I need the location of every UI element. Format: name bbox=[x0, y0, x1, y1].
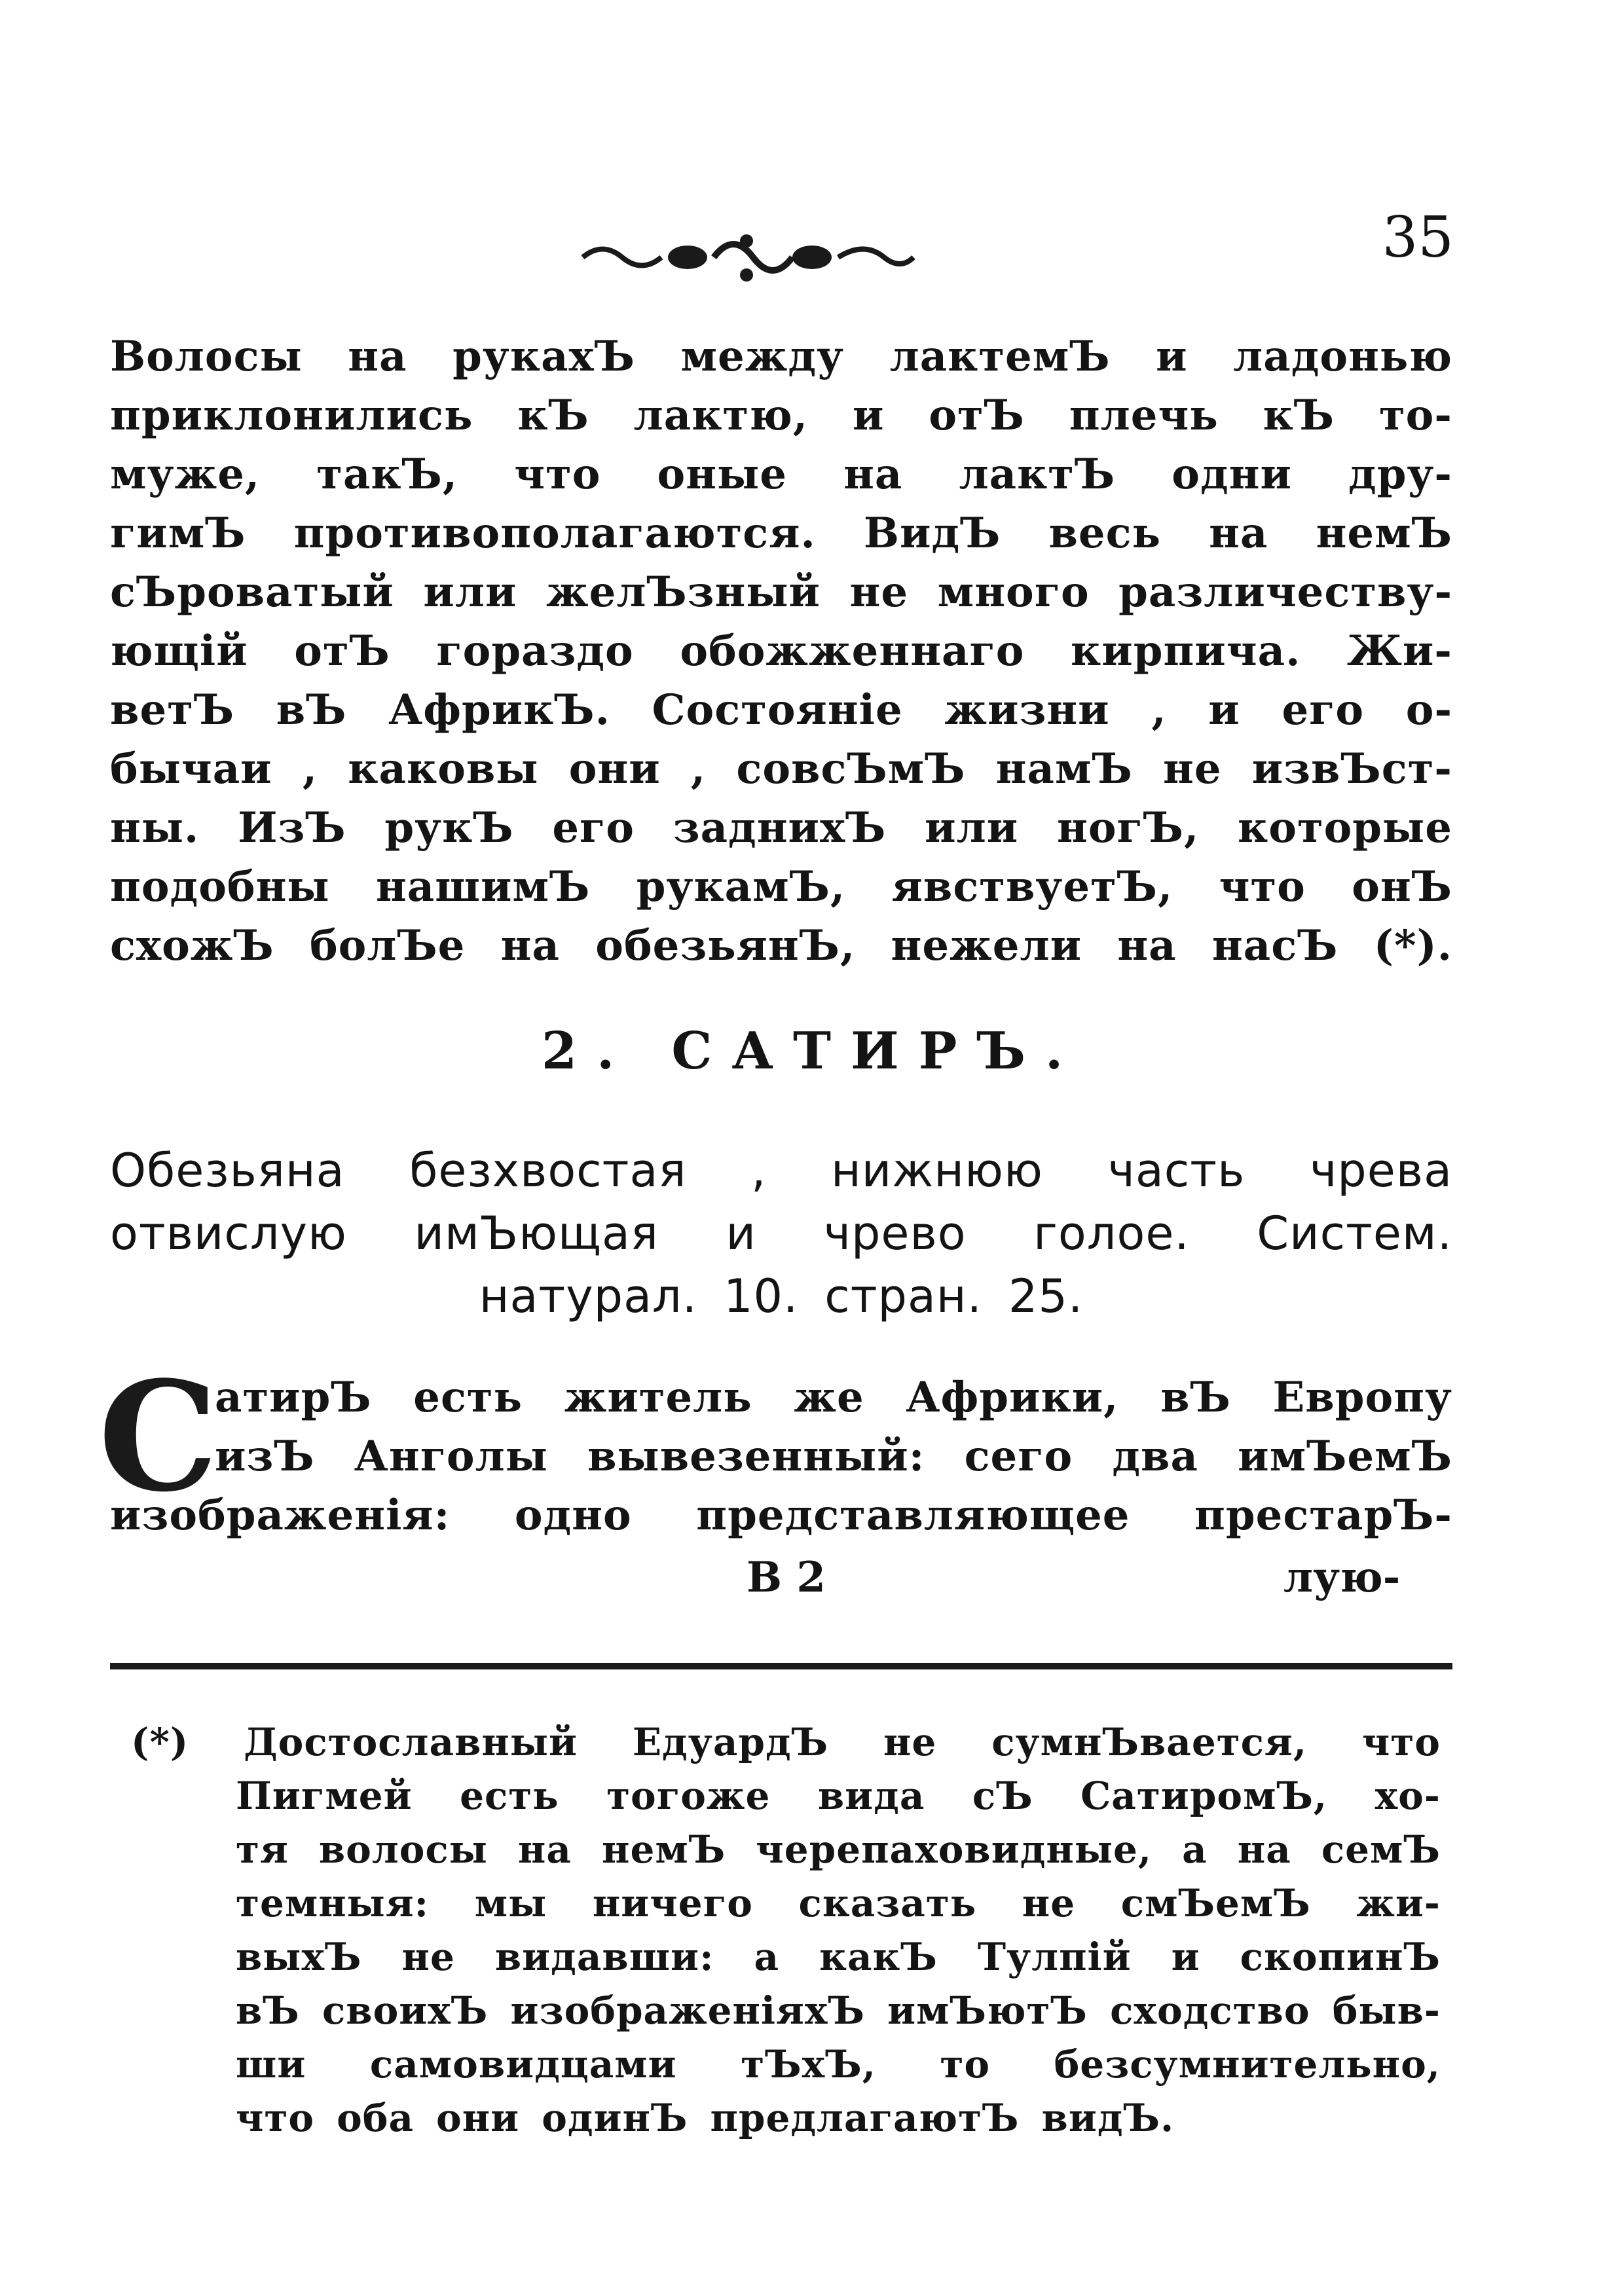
text-line: вЪ своихЪ изображеніяхЪ имЪютЪ сходство быв- bbox=[236, 1988, 1441, 2033]
paragraph-one bbox=[110, 327, 1452, 975]
section-heading bbox=[0, 1021, 1624, 1081]
text-line: темныя: мы ничего сказать не смЪемЪ жи- bbox=[236, 1881, 1441, 1925]
paragraph-two bbox=[110, 1368, 1452, 1545]
text-line: ши самовидцами тЪхЪ, то безсумнительно, bbox=[236, 2042, 1441, 2086]
text-line: бычаи , каковы они , совсЪмЪ намЪ не извЪст- bbox=[110, 744, 1452, 793]
text-line: (*) Достославный ЕдуардЪ не сумнЪвается, что bbox=[131, 1715, 1441, 1769]
text-line: муже, такЪ, что оные на лактЪ одни дру- bbox=[110, 450, 1452, 499]
catchword: лую- bbox=[1283, 1553, 1401, 1602]
text-line: подобны нашимЪ рукамЪ, явствуетЪ, что онЪ bbox=[110, 862, 1452, 911]
text-line: тя волосы на немЪ черепаховидные, а на семЪ bbox=[236, 1827, 1441, 1872]
text-line: сЪроватый или желЪзный не много различеству- bbox=[110, 568, 1452, 617]
text-line: схожЪ болЪе на обезьянЪ, нежели на насЪ (*). bbox=[110, 921, 1452, 970]
text-line: Обезьяна безхвостая , нижнюю часть чрева bbox=[110, 1144, 1452, 1197]
footnote-marker: (*) bbox=[131, 1720, 189, 1764]
text-line: Пигмей есть тогоже вида сЪ СатиромЪ, хо- bbox=[236, 1774, 1441, 1818]
text-line: ветЪ вЪ АфрикЪ. Состояніе жизни , и его о- bbox=[110, 685, 1452, 735]
drop-cap: С bbox=[98, 1349, 219, 1525]
text-line: Волосы на рукахЪ между лактемЪ и ладонью bbox=[110, 332, 1452, 381]
section-title: САТИРЪ. bbox=[671, 1021, 1083, 1081]
signature-mark: В 2 bbox=[747, 1553, 826, 1602]
text-line: отвислую имЪющая и чрево голое. Систем. bbox=[110, 1207, 1452, 1260]
text-line: ны. ИзЪ рукЪ его заднихЪ или ногЪ, которые bbox=[110, 803, 1452, 852]
text-line: атирЪ есть житель же Африки, вЪ Европу bbox=[215, 1373, 1452, 1422]
species-description bbox=[110, 1139, 1452, 1328]
text-line: ющій отЪ гораздо обожженнаго кирпича. Жи- bbox=[110, 627, 1452, 676]
section-number: 2. bbox=[541, 1021, 635, 1081]
footnote bbox=[131, 1715, 1441, 2145]
text-line: что оба они одинЪ предлагаютЪ видЪ. bbox=[236, 2096, 1175, 2140]
text-line: натурал. 10. стран. 25. bbox=[479, 1269, 1084, 1323]
footnote-rule bbox=[110, 1663, 1452, 1669]
text-line: изображенія: одно представляющее престарЪ- bbox=[110, 1491, 1452, 1540]
printers-ornament-icon bbox=[576, 221, 917, 293]
page-number: 35 bbox=[1382, 205, 1454, 270]
text-line: выхЪ не видавши: а какЪ Тулпій и скопинЪ bbox=[236, 1935, 1441, 1979]
text-line: приклонились кЪ лактю, и отЪ плечь кЪ то- bbox=[110, 391, 1452, 440]
text-line: изЪ Анголы вывезенный: сего два имЪемЪ bbox=[215, 1432, 1452, 1481]
text-line: гимЪ противополагаются. ВидЪ весь на немЪ bbox=[110, 509, 1452, 558]
